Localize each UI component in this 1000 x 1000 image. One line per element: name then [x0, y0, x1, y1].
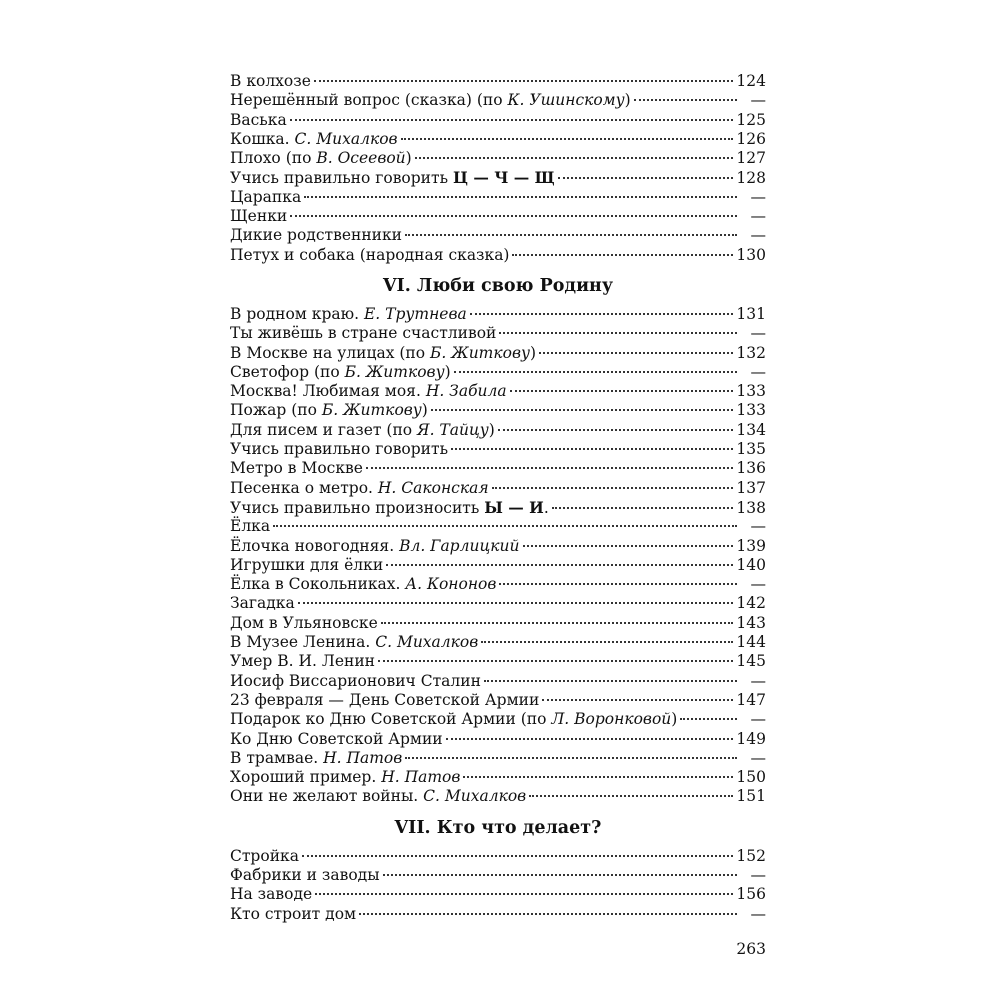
dot-leader	[304, 196, 737, 198]
dot-leader	[542, 699, 733, 701]
entry-page: —	[750, 575, 766, 594]
entry-title: 23 февраля — День Советской Армии	[230, 690, 540, 709]
entry-title: В колхозе	[230, 72, 311, 90]
toc-entry	[230, 866, 766, 885]
entry-title: Учись правильно говорить Ц — Ч — Щ	[230, 168, 555, 188]
toc-entry	[230, 188, 766, 207]
entry-page: 135	[736, 440, 766, 459]
dot-leader	[529, 795, 733, 797]
entry-page: —	[750, 207, 766, 226]
toc-entry	[230, 401, 766, 420]
dot-leader	[405, 234, 737, 236]
dot-leader	[431, 409, 734, 411]
entry-page: —	[750, 362, 766, 381]
entry-page: —	[750, 865, 766, 884]
entry-title: Игрушки для ёлки	[230, 555, 384, 574]
dot-leader	[302, 855, 733, 857]
entry-page: 140	[736, 555, 766, 574]
entry-title: Метро в Москве	[230, 459, 363, 478]
entry-title: Умер В. И. Ленин	[230, 652, 375, 671]
entry-title: Петух и собака (народная сказка)	[230, 245, 510, 264]
dot-leader	[386, 564, 733, 566]
toc-entry	[230, 556, 766, 575]
dot-leader	[523, 545, 734, 547]
dot-leader	[415, 157, 734, 159]
dot-leader	[378, 660, 733, 662]
entry-title: Загадка	[230, 594, 295, 613]
toc-entry	[230, 594, 766, 613]
dot-leader	[381, 622, 734, 624]
entry-page: —	[750, 187, 766, 206]
entry-page: 144	[736, 633, 766, 652]
toc-entry	[230, 517, 766, 536]
toc-entry	[230, 344, 766, 363]
entry-title: Дикие родственники	[230, 226, 403, 245]
dot-leader	[315, 893, 733, 895]
entry-title: Ко Дню Советской Армии	[230, 729, 443, 748]
toc-entry	[230, 207, 766, 226]
entry-title: На заводе	[230, 885, 313, 904]
entry-page: 143	[736, 613, 766, 632]
toc-entry	[230, 885, 766, 904]
toc-entry	[230, 633, 766, 652]
entry-title: В трамвае. Н. Патов	[230, 748, 403, 767]
toc-entry	[230, 363, 766, 382]
entry-title: Ёлочка новогодняя. Вл. Гарлицкий	[230, 536, 520, 555]
toc-entry	[230, 479, 766, 498]
entry-title: Учись правильно говорить	[230, 440, 449, 459]
toc-entry	[230, 652, 766, 671]
dot-leader	[499, 583, 737, 585]
entry-page: 142	[736, 594, 766, 613]
toc-entry	[230, 498, 766, 517]
toc-entry	[230, 847, 766, 866]
entry-title: Москва! Любимая моя. Н. Забила	[230, 382, 507, 401]
entry-page: —	[750, 91, 766, 110]
toc-entry	[230, 305, 766, 324]
entry-title: В Москве на улицах (по Б. Житкову)	[230, 343, 537, 362]
dot-leader	[290, 215, 737, 217]
dot-leader	[314, 80, 734, 82]
dot-leader	[401, 138, 734, 140]
toc-entry	[230, 421, 766, 440]
toc-entry	[230, 246, 766, 265]
entry-page: 149	[736, 729, 766, 748]
toc-entry	[230, 691, 766, 710]
entry-page: —	[750, 904, 766, 923]
entry-title: Песенка о метро. Н. Саконская	[230, 478, 489, 497]
entry-title: Ёлка	[230, 517, 271, 536]
dot-leader	[359, 913, 737, 915]
entry-title: Щенки	[230, 207, 288, 226]
toc-entry	[230, 710, 766, 729]
page-number: 263	[736, 939, 766, 958]
toc-entry	[230, 787, 766, 806]
entry-title: Подарок ко Дню Советской Армии (по Л. Воронковой)	[230, 710, 678, 729]
dot-leader	[512, 254, 733, 256]
entry-page: 145	[736, 652, 766, 671]
entry-title: Кто строит дом	[230, 904, 357, 923]
toc-entry	[230, 130, 766, 149]
toc-entry	[230, 614, 766, 633]
dot-leader	[539, 352, 733, 354]
entry-page: —	[750, 748, 766, 767]
dot-leader	[366, 467, 733, 469]
dot-leader	[499, 332, 737, 334]
entry-title: Ёлка в Сокольниках. А. Кононов	[230, 575, 497, 594]
entry-title: Хороший пример. Н. Патов	[230, 768, 461, 787]
entry-page: 130	[736, 245, 766, 264]
toc-entry	[230, 111, 766, 130]
entry-title: Пожар (по Б. Житкову)	[230, 401, 428, 420]
entry-title: Фабрики и заводы	[230, 865, 380, 884]
section-heading: VI. Люби свою Родину	[382, 275, 614, 296]
entry-page: —	[750, 324, 766, 343]
entry-page: 132	[736, 343, 766, 362]
dot-leader	[470, 313, 734, 315]
toc-entry	[230, 72, 766, 91]
entry-page: 136	[736, 459, 766, 478]
entry-page: 125	[736, 110, 766, 129]
toc-entry	[230, 149, 766, 168]
entry-page: 134	[736, 420, 766, 439]
entry-title: Дом в Ульяновске	[230, 613, 378, 632]
entry-title: Для писем и газет (по Я. Тайцу)	[230, 420, 495, 439]
dot-leader	[498, 429, 734, 431]
entry-page: 133	[736, 401, 766, 420]
entry-title: В родном краю. Е. Трутнева	[230, 304, 467, 323]
toc-entry	[230, 730, 766, 749]
dot-leader	[484, 680, 737, 682]
entry-title: Плохо (по В. Осеевой)	[230, 149, 412, 168]
dot-leader	[680, 718, 737, 720]
entry-title: В Музее Ленина. С. Михалков	[230, 633, 479, 652]
entry-title: Иосиф Виссарионович Сталин	[230, 671, 481, 690]
entry-page: —	[750, 671, 766, 690]
entry-page: 156	[736, 885, 766, 904]
toc-entry	[230, 749, 766, 768]
dot-leader	[454, 371, 737, 373]
dot-leader	[634, 99, 737, 101]
dot-leader	[492, 487, 734, 489]
entry-page: 150	[736, 768, 766, 787]
dot-leader	[383, 874, 737, 876]
entry-page: 137	[736, 478, 766, 497]
toc-entry	[230, 226, 766, 245]
entry-page: 124	[736, 72, 766, 90]
entry-page: 131	[736, 304, 766, 323]
toc-entry	[230, 537, 766, 556]
toc-entry	[230, 382, 766, 401]
dot-leader	[463, 776, 733, 778]
entry-title: Васька	[230, 110, 287, 129]
dot-leader	[298, 602, 734, 604]
toc-entry	[230, 672, 766, 691]
entry-page: —	[750, 226, 766, 245]
entry-page: 128	[736, 169, 766, 188]
entry-page: 138	[736, 498, 766, 517]
dot-leader	[558, 177, 734, 179]
toc-entry	[230, 905, 766, 924]
entry-page: 152	[736, 846, 766, 865]
dot-leader	[552, 507, 734, 509]
entry-title: Ты живёшь в стране счастливой	[230, 324, 497, 343]
dot-leader	[405, 757, 737, 759]
dot-leader	[481, 641, 733, 643]
dot-leader	[273, 525, 737, 527]
entry-title: Кошка. С. Михалков	[230, 129, 398, 148]
dot-leader	[446, 738, 734, 740]
entry-page: —	[750, 710, 766, 729]
entry-title: Нерешённый вопрос (сказка) (по К. Ушинскому)	[230, 91, 631, 110]
toc-entry	[230, 91, 766, 110]
entry-page: 147	[736, 690, 766, 709]
entry-page: 133	[736, 382, 766, 401]
toc-entry	[230, 168, 766, 187]
dot-leader	[290, 119, 734, 121]
section-heading: VII. Кто что делает?	[394, 817, 602, 838]
entry-page: 139	[736, 536, 766, 555]
entry-title: Они не желают войны. С. Михалков	[230, 787, 527, 806]
toc-entry	[230, 324, 766, 343]
toc-entry	[230, 459, 766, 478]
dot-leader	[451, 448, 733, 450]
toc-entry	[230, 575, 766, 594]
entry-page: 127	[736, 149, 766, 168]
dot-leader	[510, 390, 734, 392]
entry-title: Учись правильно произносить Ы — И.	[230, 497, 549, 517]
table-of-contents	[230, 72, 766, 959]
toc-entry	[230, 768, 766, 787]
entry-title: Светофор (по Б. Житкову)	[230, 362, 451, 381]
entry-page: —	[750, 517, 766, 536]
entry-title: Царапка	[230, 187, 302, 206]
entry-page: 151	[736, 787, 766, 806]
toc-entry	[230, 440, 766, 459]
entry-title: Стройка	[230, 846, 299, 865]
entry-page: 126	[736, 129, 766, 148]
